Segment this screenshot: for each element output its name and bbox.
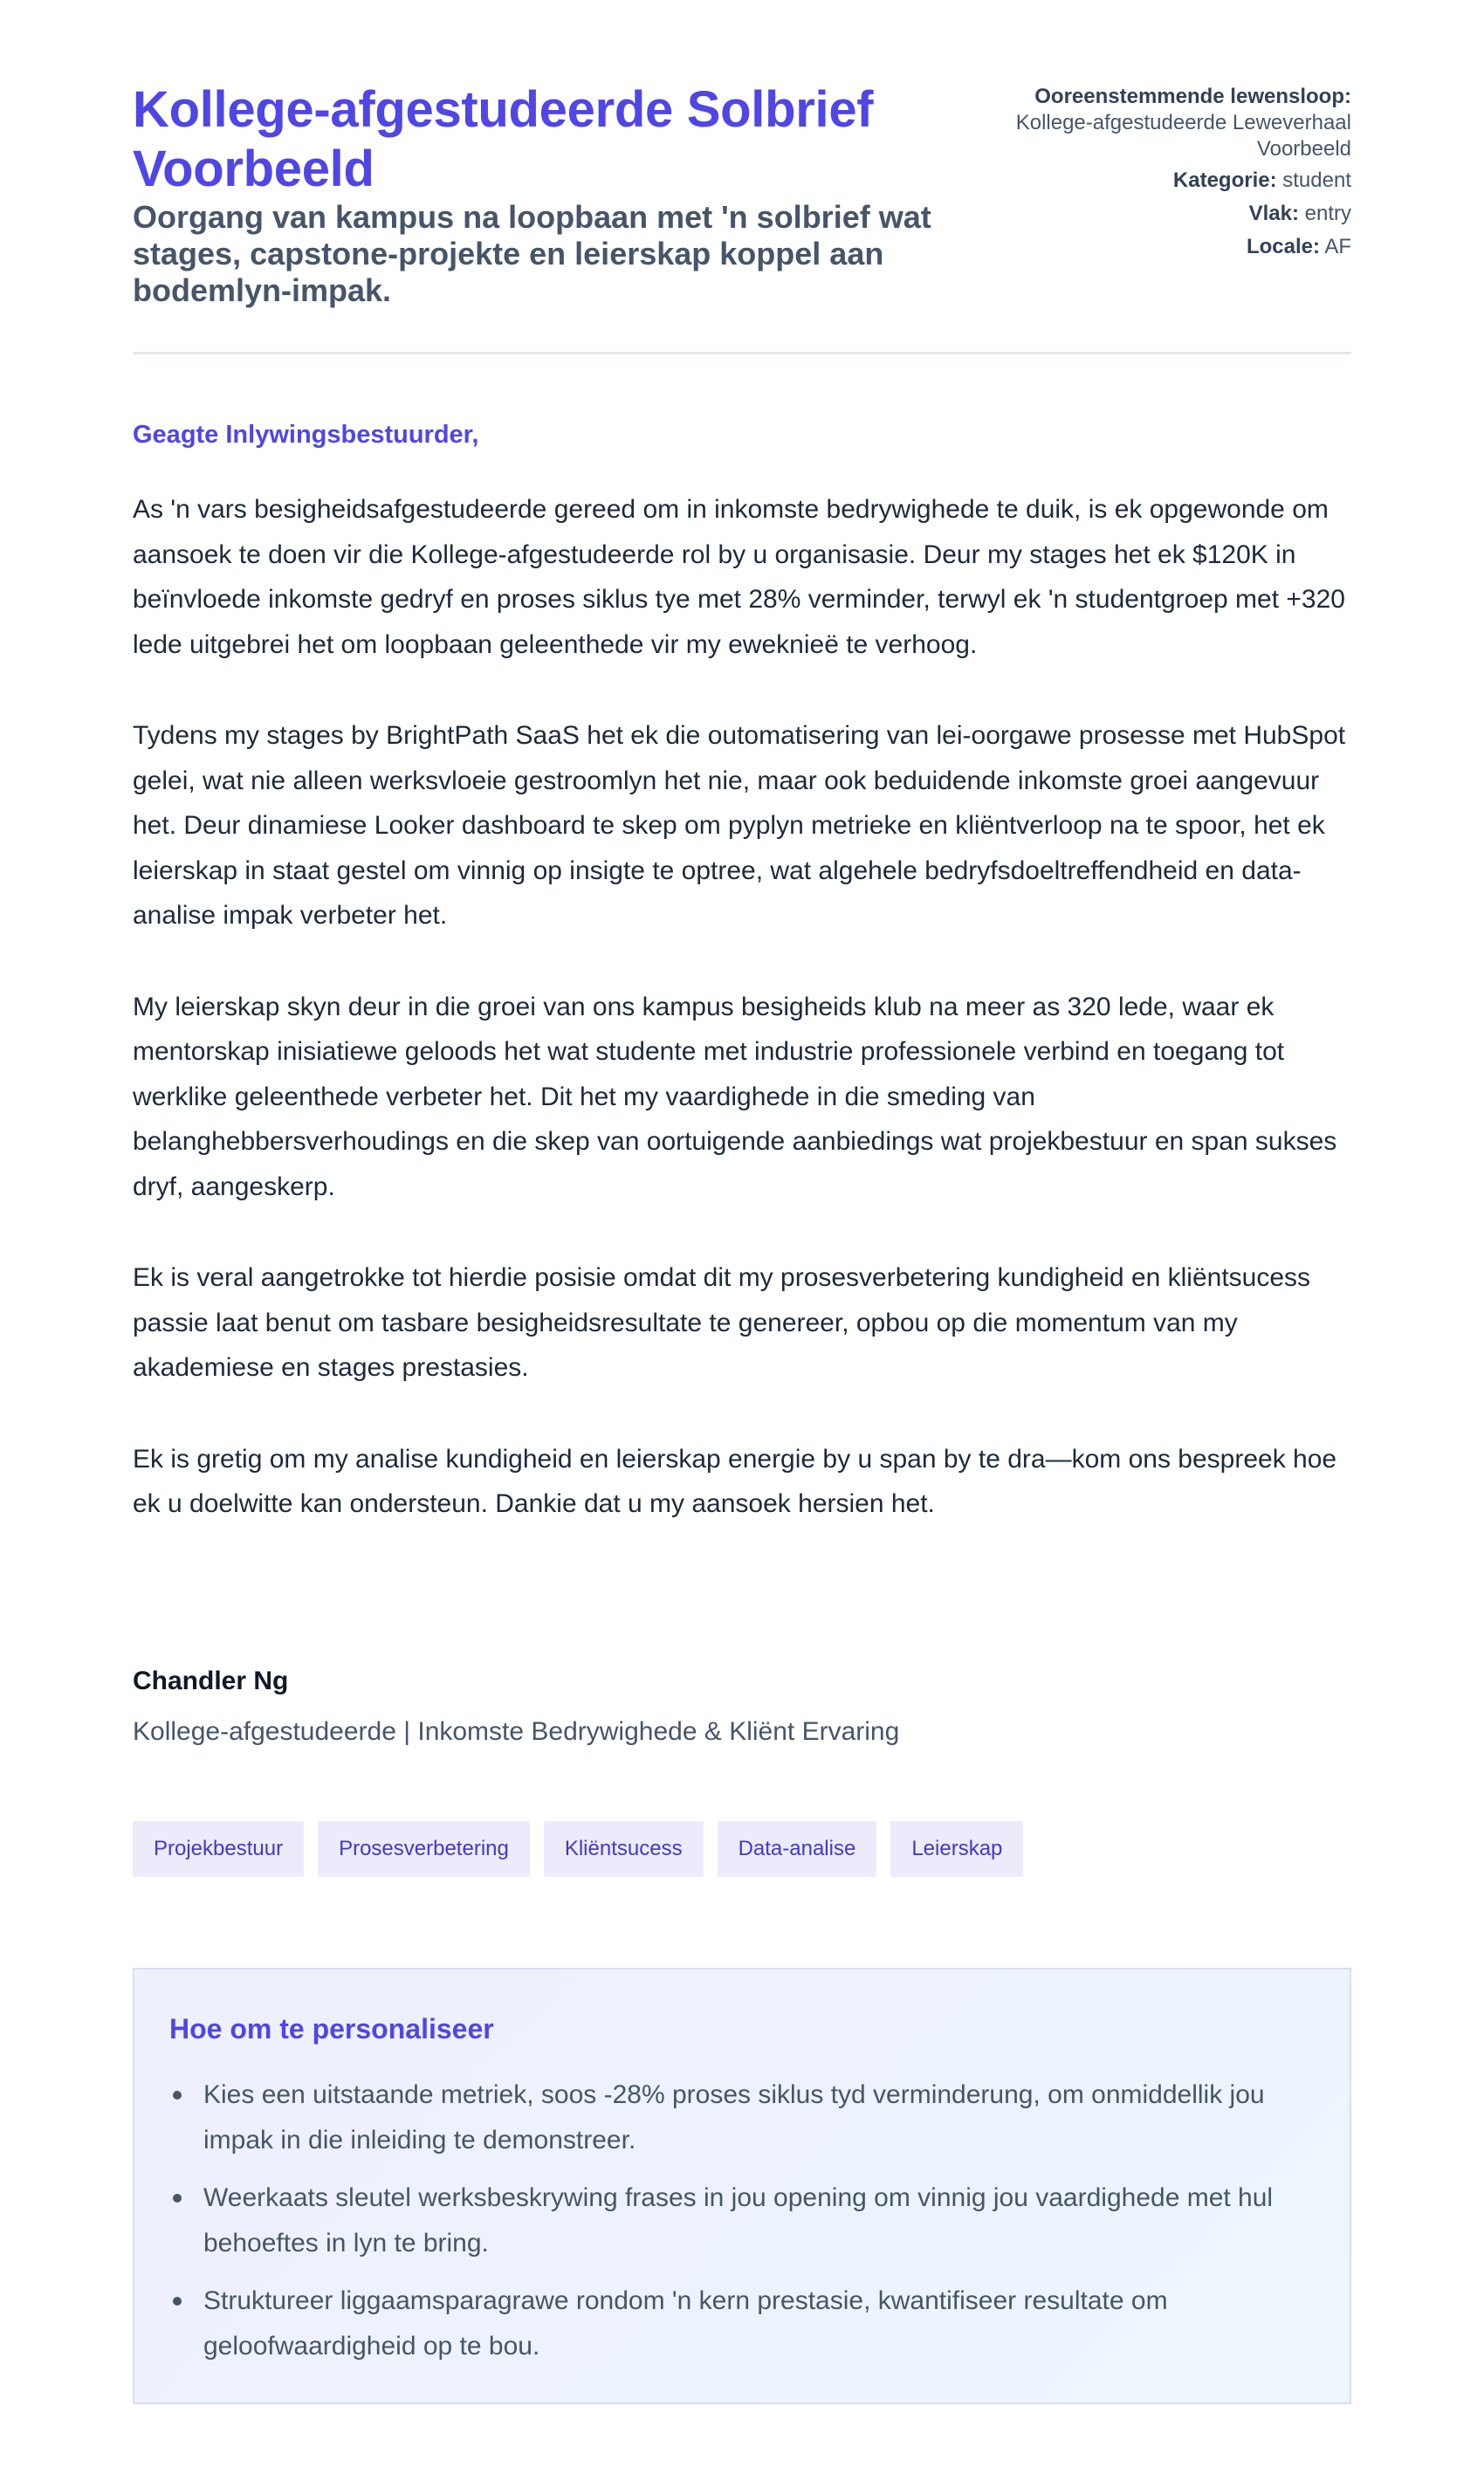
cover-letter-page xyxy=(133,0,1351,2361)
meta-locale xyxy=(985,234,1351,260)
tip-item xyxy=(169,2175,1330,2266)
metadata-panel xyxy=(985,84,1351,267)
letter-paragraph: My leierskap skyn deur in die groei van ons kampus besigheids klub na meer as 320 lede, waar ek mentorskap inisiatiewe geloods het wat studente met industrie professionele verbind en toegang tot werklike geleenthede verbeter het. Dit het my vaardighede in die smeding van belanghebbersverhoudings en die skep van oortuigende aanbiedings wat projekbestuur en span sukses dryf, aangeskerp. xyxy=(133,992,1337,1201)
tip-text: Kies een uitstaande metriek, soos -28% proses siklus tyd verminderung, om onmiddellik jou impak in die inleiding te demonstreer. xyxy=(203,2080,1265,2155)
meta-level-label: Vlak: xyxy=(1248,202,1299,225)
tag-data-analise[interactable]: Data-analise xyxy=(718,1821,877,1877)
tag-klientsucess[interactable]: Kliëntsucess xyxy=(544,1821,704,1877)
personalization-tips-box xyxy=(133,1968,1351,2404)
bullet-icon xyxy=(173,2091,182,2100)
tag-projekbestuur[interactable]: Projekbestuur xyxy=(133,1821,304,1877)
tip-text: Weerkaats sleutel werksbeskrywing frases in jou opening om vinnig jou vaardighede met hul behoeftes in lyn te bring. xyxy=(203,2183,1274,2258)
skill-tags xyxy=(133,1821,1023,1877)
tips-list xyxy=(169,2072,1330,2381)
tip-text: Struktureer liggaamsparagrawe rondom 'n kern prestasie, kwantifiseer resultate om geloofwaardigheid op te bou. xyxy=(203,2286,1168,2361)
meta-level xyxy=(985,201,1351,227)
tip-item xyxy=(169,2072,1330,2163)
meta-category-label: Kategorie: xyxy=(1172,168,1277,192)
signature-name: Chandler Ng xyxy=(133,1667,289,1695)
signature-block xyxy=(133,1662,899,1751)
letter-paragraph: As 'n vars besigheidsafgestudeerde gereed om in inkomste bedrywighede te duik, is ek opgewonde om aansoek te doen vir die Kollege-afgestudeerde rol by u organisasie. Deur my stages het ek $120K in beïnvloede inkomste gedryf en proses siklus tye met 28% verminder, terwyl ek 'n studentgroep met +320 lede uitgebrei het om loopbaan geleenthede vir my eweknieë te verhoog. xyxy=(133,495,1345,659)
letter-paragraph: Tydens my stages by BrightPath SaaS het ek die outomatisering van lei-oorgawe prosesse met HubSpot gelei, wat nie alleen werksvloeie gestroomlyn het nie, maar ook beduidende inkomste groei aangevuur het. Deur dinamiese Looker dashboard te skep om pyplyn metrieke en kliëntverloop na te spoor, het ek leierskap in staat gestel om vinnig op insigte te optree, wat algehele bedryfsdoeltreffendheid en data-analise impak verbeter het. xyxy=(133,721,1346,930)
meta-locale-value: AF xyxy=(1324,235,1351,258)
meta-category xyxy=(985,168,1351,194)
tag-leierskap[interactable]: Leierskap xyxy=(890,1821,1023,1877)
bullet-icon xyxy=(173,2194,182,2203)
meta-matching-resume xyxy=(985,84,1351,162)
letter-body xyxy=(133,487,1351,1573)
meta-level-value: entry xyxy=(1304,202,1351,225)
tip-item xyxy=(169,2278,1330,2369)
meta-matching-resume-label: Ooreenstemmende lewensloop: xyxy=(1034,85,1351,108)
signature-title: Kollege-afgestudeerde | Inkomste Bedrywighede & Kliënt Ervaring xyxy=(133,1717,900,1746)
page-title: Kollege-afgestudeerde Solbrief Voorbeeld xyxy=(133,81,874,197)
letter-greeting: Geagte Inlywingsbestuurder, xyxy=(133,421,479,449)
meta-locale-label: Locale: xyxy=(1246,235,1320,258)
tips-title: Hoe om te personaliseer xyxy=(169,2013,494,2045)
letter-paragraph: Ek is veral aangetrokke tot hierdie posisie omdat dit my prosesverbetering kundigheid en kliëntsucess passie laat benut om tasbare besigheidsresultate te genereer, opbou op die momentum van my akademiese en stages prestasies. xyxy=(133,1263,1311,1382)
page-header xyxy=(133,0,1351,354)
meta-matching-resume-value: Kollege-afgestudeerde Leweverhaal Voorbeeld xyxy=(1015,111,1351,161)
bullet-icon xyxy=(173,2297,182,2306)
page-subtitle: Oorgang van kampus na loopbaan met 'n solbrief wat stages, capstone-projekte en leierskap koppel aan bodemlyn-impak. xyxy=(133,199,931,308)
letter-paragraph: Ek is gretig om my analise kundigheid en leierskap energie by u span by te dra—kom ons bespreek hoe ek u doelwitte kan ondersteun. Dankie dat u my aansoek hersien het. xyxy=(133,1444,1337,1518)
meta-category-value: student xyxy=(1282,168,1351,192)
tag-prosesverbetering[interactable]: Prosesverbetering xyxy=(318,1821,530,1877)
